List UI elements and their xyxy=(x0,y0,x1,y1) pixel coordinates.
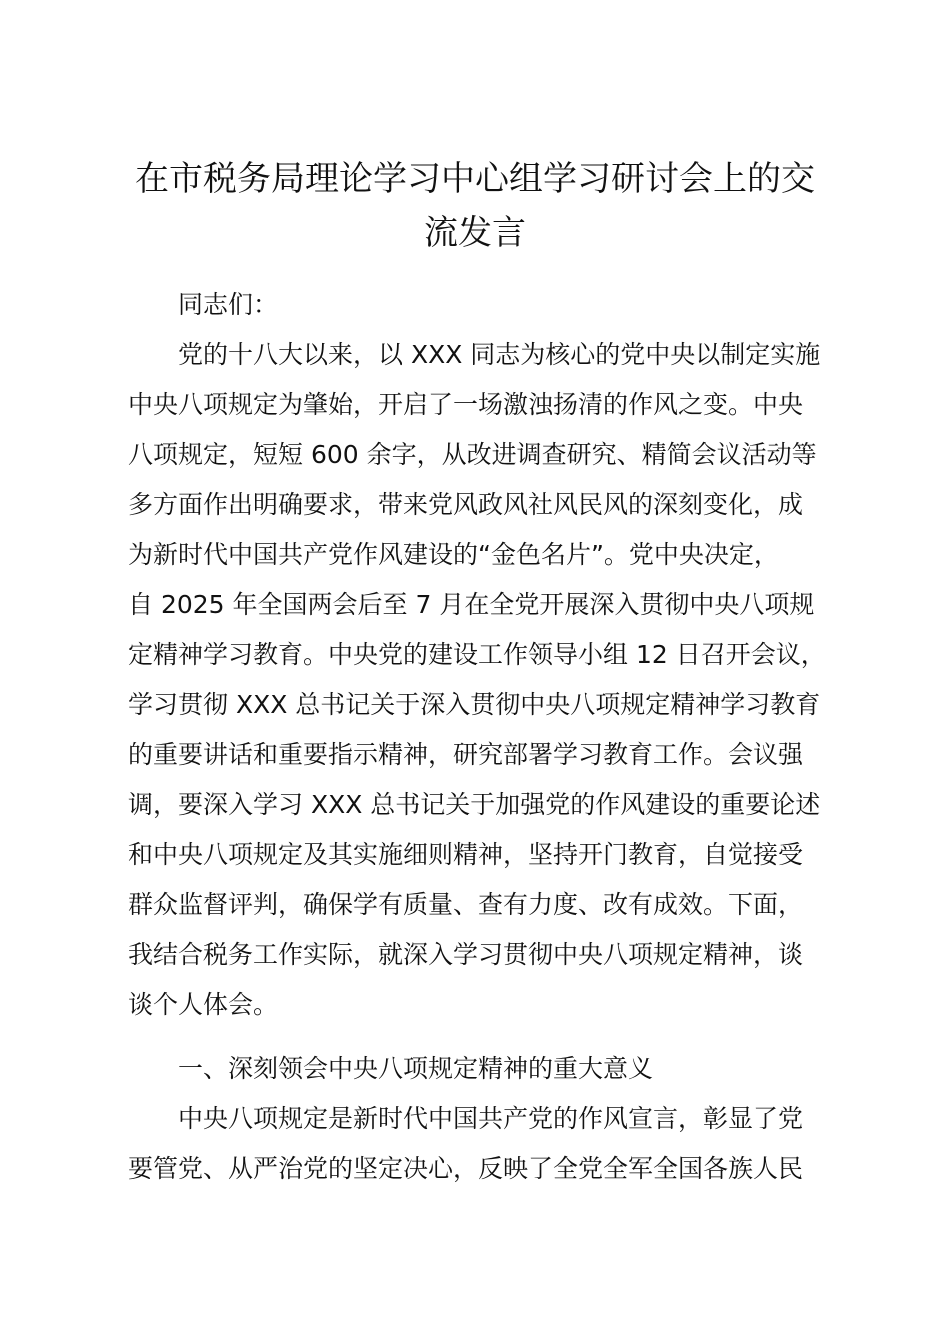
document-body xyxy=(128,280,838,1194)
paragraph-line: 八项规定，短短 600 余字，从改进调查研究、精简会议活动等 xyxy=(128,440,817,469)
paragraph-1 xyxy=(128,330,838,1030)
paragraph-line: 谈个人体会。 xyxy=(128,990,279,1019)
paragraph-line: 为新时代中国共产党作风建设的“金色名片”。党中央决定， xyxy=(128,540,779,569)
paragraph-line: 的重要讲话和重要指示精神，研究部署学习教育工作。会议强 xyxy=(128,740,804,769)
document-title xyxy=(100,152,850,260)
paragraph-line: 中央八项规定是新时代中国共产党的作风宣言，彰显了党 xyxy=(178,1104,804,1133)
paragraph-2 xyxy=(128,1094,838,1194)
paragraph-line: 群众监督评判，确保学有质量、查有力度、改有成效。下面， xyxy=(128,890,804,919)
paragraph-line: 党的十八大以来，以 XXX 同志为核心的党中央以制定实施 xyxy=(178,340,821,369)
section-heading: 一、深刻领会中央八项规定精神的重大意义 xyxy=(178,1054,654,1083)
title-line-2: 流发言 xyxy=(424,213,526,253)
paragraph-line: 调，要深入学习 XXX 总书记关于加强党的作风建设的重要论述 xyxy=(128,790,821,819)
paragraph-line: 自 2025 年全国两会后至 7 月在全党开展深入贯彻中央八项规 xyxy=(128,590,815,619)
paragraph-line: 学习贯彻 XXX 总书记关于深入贯彻中央八项规定精神学习教育 xyxy=(128,690,821,719)
paragraph-line: 中央八项规定为肇始，开启了一场激浊扬清的作风之变。中央 xyxy=(128,390,804,419)
paragraph-line: 我结合税务工作实际，就深入学习贯彻中央八项规定精神，谈 xyxy=(128,940,804,969)
paragraph-spacing xyxy=(128,1030,838,1044)
paragraph-line: 要管党、从严治党的坚定决心，反映了全党全军全国各族人民 xyxy=(128,1154,804,1183)
title-line-1: 在市税务局理论学习中心组学习研讨会上的交 xyxy=(135,159,815,199)
paragraph-line: 多方面作出明确要求，带来党风政风社风民风的深刻变化，成 xyxy=(128,490,804,519)
greeting: 同志们： xyxy=(178,290,279,319)
paragraph-line: 定精神学习教育。中央党的建设工作领导小组 12 日召开会议， xyxy=(128,640,826,669)
paragraph-line: 和中央八项规定及其实施细则精神，坚持开门教育，自觉接受 xyxy=(128,840,804,869)
